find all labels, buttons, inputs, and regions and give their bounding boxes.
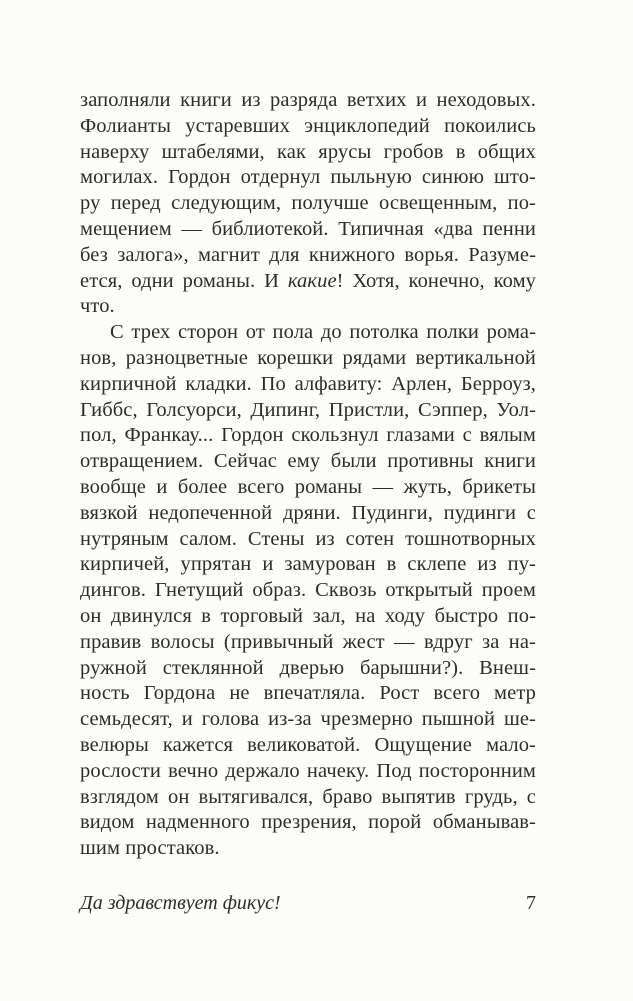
text-line <box>80 604 536 630</box>
text-segment: ружной стеклянной дверью барышни?). Внеш- <box>80 656 536 679</box>
text-segment: мещением — библиотекой. Типичная «два пенни <box>80 217 536 240</box>
text-line <box>80 449 536 475</box>
text-segment: нутряным салом. Стены из сотен тошнотворных <box>80 527 536 550</box>
text-line <box>80 527 536 553</box>
text-line <box>80 501 536 527</box>
text-line <box>80 191 536 217</box>
text-segment: вязкой недопеченной дряни. Пудинги, пудинги с <box>80 501 536 524</box>
text-segment: взглядом он вытягивался, браво выпятив грудь, с <box>80 785 536 808</box>
text-segment: Фолианты устаревших энциклопедий покоились <box>80 114 536 137</box>
text-line <box>80 423 536 449</box>
text-segment: кирпичей, упрятан и замурован в склепе из пу- <box>80 553 536 576</box>
text-line <box>80 630 536 656</box>
text-line <box>80 217 536 243</box>
text-segment: семьдесят, и голова из-за чрезмерно пышной ше- <box>80 708 536 731</box>
text-line <box>80 165 536 191</box>
text-line <box>80 733 536 759</box>
text-segment: могилах. Гордон отдернул пыльную синюю што- <box>80 166 536 189</box>
text-segment: заполняли книги из разряда ветхих и неходовых. <box>80 89 536 111</box>
text-segment: правив волосы (привычный жест — вдруг за на- <box>80 630 536 653</box>
text-segment: пол, Франкау... Гордон скользнул глазами с вялым <box>80 424 536 447</box>
text-line <box>80 656 536 682</box>
text-segment: велюры кажется великоватой. Ощущение мало- <box>80 733 536 756</box>
running-title: Да здравствует фикус! <box>80 892 281 914</box>
text-line <box>80 552 536 578</box>
text-segment: рослости вечно держало начеку. Под посторонним <box>80 759 536 782</box>
text-segment: ру перед следующим, получше освещенным, по- <box>80 192 536 215</box>
text-line <box>80 346 536 372</box>
text-segment: что. <box>80 295 115 318</box>
text-segment: шим простаков. <box>80 837 220 860</box>
page-footer <box>80 891 536 916</box>
text-segment: видом надменного презрения, порой обманывав- <box>80 811 536 834</box>
text-line <box>80 475 536 501</box>
text-segment: ность Гордона не впечатляла. Рост всего метр <box>80 682 536 705</box>
text-line <box>80 320 536 346</box>
text-line <box>80 785 536 811</box>
text-line <box>80 681 536 707</box>
text-line <box>80 707 536 733</box>
text-segment: ется, одни романы. И <box>80 269 288 292</box>
text-line <box>80 88 536 114</box>
italic-text: какие <box>287 269 337 292</box>
page-number: 7 <box>526 892 536 914</box>
text-segment: дингов. Гнетущий образ. Сквозь открытый проем <box>80 579 536 602</box>
text-segment: вообще и более всего романы — жуть, брикеты <box>80 475 536 498</box>
text-line <box>80 140 536 166</box>
text-line <box>80 294 536 320</box>
text-segment: С трех сторон от пола до потолка полки рома- <box>110 321 536 344</box>
text-line <box>80 243 536 269</box>
text-segment: ! Хотя, конечно, кому <box>336 269 536 292</box>
text-line <box>80 398 536 424</box>
text-segment: нов, разноцветные корешки рядами вертикальной <box>80 346 536 369</box>
text-line <box>80 836 536 862</box>
text-line <box>80 372 536 398</box>
text-line <box>80 114 536 140</box>
text-segment: кирпичной кладки. По алфавиту: Арлен, Берроуз, <box>80 372 536 395</box>
text-line <box>80 810 536 836</box>
text-line <box>80 578 536 604</box>
text-segment: отвращением. Сейчас ему были противны книги <box>80 450 536 473</box>
text-line <box>80 269 536 295</box>
text-line <box>80 759 536 785</box>
text-segment: без залога», магнит для книжного ворья. Разуме- <box>80 243 536 266</box>
text-segment: он двинулся в торговый зал, на ходу быстро по- <box>80 604 536 627</box>
text-segment: Гиббс, Голсуорси, Дипинг, Пристли, Сэппер, Уол- <box>80 398 536 421</box>
page-text <box>80 88 536 862</box>
text-segment: наверху штабелями, как ярусы гробов в общих <box>80 140 536 163</box>
